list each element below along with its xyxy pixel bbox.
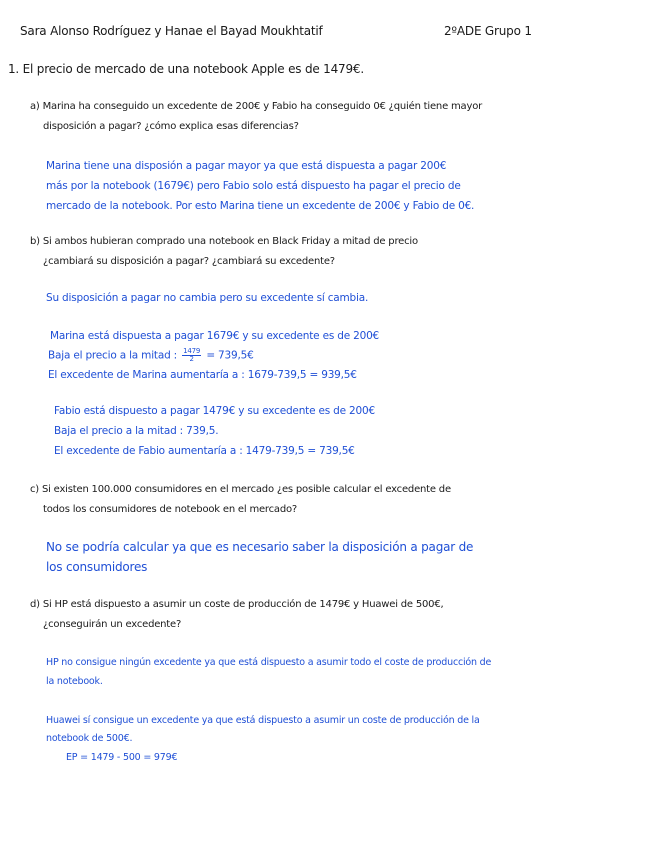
part-a-answer-line-3: mercado de la notebook. Por esto Marina tiene un excedente de 200€ y Fabio de 0€. xyxy=(46,200,475,212)
fraction-numerator: 1479 xyxy=(183,347,201,355)
huawei-surplus-calculation: EP = 1479 - 500 = 979€ xyxy=(66,752,178,763)
part-c-question-line-1: c) Si existen 100.000 consumidores en el mercado ¿es posible calcular el excedente de xyxy=(30,484,451,495)
part-a-question-line-2: disposición a pagar? ¿cómo explica esas diferencias? xyxy=(43,121,299,132)
hp-answer-line-2: la notebook. xyxy=(46,676,103,687)
part-a-answer-line-2: más por la notebook (1679€) pero Fabio solo está dispuesto ha pagar el precio de xyxy=(46,180,461,192)
part-b-question-line-1: b) Si ambos hubieran comprado una notebook en Black Friday a mitad de precio xyxy=(30,236,418,247)
half-price-fraction xyxy=(182,348,201,363)
hp-answer-line-1: HP no consigue ningún excedente ya que está dispuesto a asumir todo el coste de producción de xyxy=(46,657,492,668)
fabio-half-price-line: Baja el precio a la mitad : 739,5. xyxy=(54,425,219,437)
part-c-answer-line-2: los consumidores xyxy=(46,560,148,574)
marina-half-price-line xyxy=(48,348,254,363)
course-group: 2ºADE Grupo 1 xyxy=(444,24,532,38)
part-d-question-line-2: ¿conseguirán un excedente? xyxy=(43,619,182,630)
author-names: Sara Alonso Rodríguez y Hanae el Bayad Moukhtatif xyxy=(20,24,323,38)
fabio-willingness-line: Fabio está dispuesto a pagar 1479€ y su excedente es de 200€ xyxy=(54,405,375,417)
huawei-answer-line-2: notebook de 500€. xyxy=(46,733,133,744)
part-d-question-line-1: d) Si HP está dispuesto a asumir un coste de producción de 1479€ y Huawei de 500€, xyxy=(30,599,444,610)
part-b-answer-intro: Su disposición a pagar no cambia pero su excedente sí cambia. xyxy=(46,292,369,304)
huawei-answer-line-1: Huawei sí consigue un excedente ya que está dispuesto a asumir un coste de producción de la xyxy=(46,715,480,726)
part-c-question-line-2: todos los consumidores de notebook en el mercado? xyxy=(43,504,298,515)
part-a-question-line-1: a) Marina ha conseguido un excedente de 200€ y Fabio ha conseguido 0€ ¿quién tiene mayor xyxy=(30,101,483,112)
fraction-denominator: 2 xyxy=(189,355,194,363)
marina-willingness-line: Marina está dispuesta a pagar 1679€ y su excedente es de 200€ xyxy=(50,330,380,342)
fabio-surplus-line: El excedente de Fabio aumentaría a : 1479-739,5 = 739,5€ xyxy=(54,445,355,457)
part-b-question-line-2: ¿cambiará su disposición a pagar? ¿cambiará su excedente? xyxy=(43,256,335,267)
marina-half-price-suffix: = 739,5€ xyxy=(206,349,254,362)
part-a-answer-line-1: Marina tiene una disposión a pagar mayor ya que está dispuesta a pagar 200€ xyxy=(46,160,447,172)
question-1-statement: 1. El precio de mercado de una notebook Apple es de 1479€. xyxy=(8,62,364,76)
marina-surplus-line: El excedente de Marina aumentaría a : 1679-739,5 = 939,5€ xyxy=(48,369,357,381)
marina-half-price-prefix: Baja el precio a la mitad : xyxy=(48,349,178,362)
part-c-answer-line-1: No se podría calcular ya que es necesario saber la disposición a pagar de xyxy=(46,540,474,554)
